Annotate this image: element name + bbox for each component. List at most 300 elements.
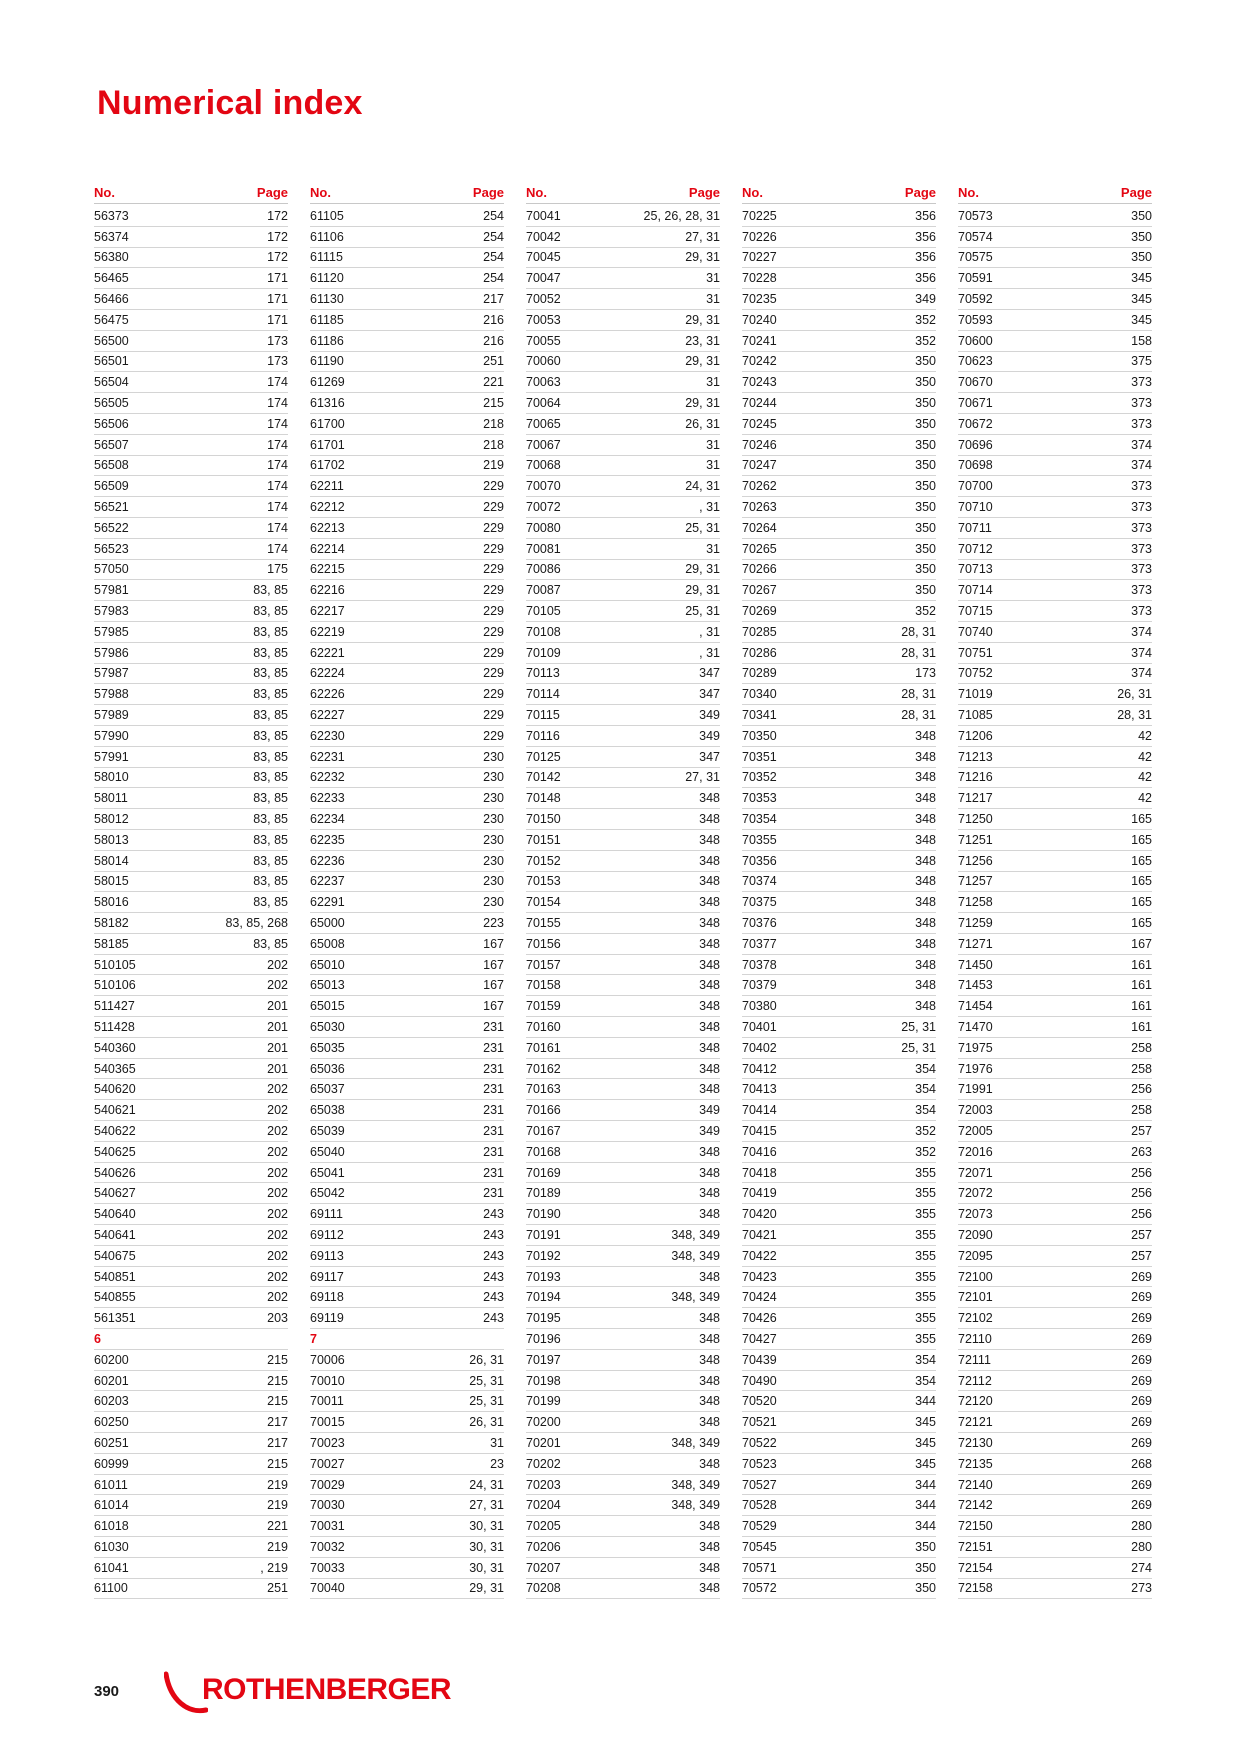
index-row <box>526 580 720 601</box>
item-number: 71251 <box>958 832 993 847</box>
page-ref: 83, 85 <box>253 936 288 951</box>
index-row <box>310 1558 504 1579</box>
item-number: 70262 <box>742 479 777 494</box>
item-number: 70070 <box>526 479 561 494</box>
page-ref: 345 <box>1131 271 1152 286</box>
item-number: 62230 <box>310 728 345 743</box>
index-row <box>94 934 288 955</box>
item-number: 71206 <box>958 728 993 743</box>
index-row <box>310 560 504 581</box>
item-number: 61100 <box>94 1581 128 1596</box>
index-row <box>526 518 720 539</box>
page-ref: 350 <box>915 520 936 535</box>
index-row <box>310 1059 504 1080</box>
item-number: 70670 <box>958 375 993 390</box>
page-ref: 174 <box>267 416 288 431</box>
index-row <box>94 456 288 477</box>
page-ref: 174 <box>267 437 288 452</box>
item-number: 70207 <box>526 1560 561 1575</box>
page-ref: 83, 85 <box>253 645 288 660</box>
page-ref: 30, 31 <box>469 1560 504 1575</box>
item-number: 71453 <box>958 978 993 993</box>
page-ref: 348 <box>915 853 936 868</box>
index-row <box>526 1350 720 1371</box>
index-row <box>310 1121 504 1142</box>
index-row <box>94 1121 288 1142</box>
page-ref: 256 <box>1131 1186 1152 1201</box>
index-row <box>94 726 288 747</box>
index-row <box>742 393 936 414</box>
index-row <box>310 518 504 539</box>
page-ref: 229 <box>483 624 504 639</box>
index-row <box>742 892 936 913</box>
item-number: 70227 <box>742 250 777 265</box>
page-ref: 352 <box>915 1144 936 1159</box>
column-header <box>94 182 288 204</box>
page-ref: 83, 85 <box>253 770 288 785</box>
page-ref: 29, 31 <box>685 396 720 411</box>
index-row <box>94 1495 288 1516</box>
page-ref: 355 <box>915 1207 936 1222</box>
page-ref: 348 <box>699 812 720 826</box>
item-number: 70160 <box>526 1019 561 1034</box>
item-number: 70027 <box>310 1456 345 1471</box>
page-ref: 229 <box>483 666 504 681</box>
item-number: 70600 <box>958 333 993 348</box>
page-title: Numerical index <box>97 84 363 122</box>
item-number: 70225 <box>742 208 777 223</box>
index-row <box>310 1454 504 1475</box>
page-ref: 350 <box>915 354 936 369</box>
index-row <box>958 1267 1152 1288</box>
page-ref: 28, 31 <box>901 708 936 723</box>
page-ref: 374 <box>1131 624 1152 639</box>
page-ref: 230 <box>483 832 504 847</box>
index-row <box>526 664 720 685</box>
index-row <box>742 1142 936 1163</box>
item-number: 62221 <box>310 645 345 660</box>
item-number: 540621 <box>94 1103 136 1118</box>
brand-name: ROTHENBERGER <box>202 1673 452 1706</box>
item-number: 56504 <box>94 375 129 390</box>
item-number: 70243 <box>742 375 777 390</box>
item-number: 71991 <box>958 1082 993 1097</box>
page-ref: 348 <box>915 999 936 1014</box>
item-number: 72112 <box>958 1373 992 1388</box>
page-ref: 348 <box>699 1040 720 1055</box>
index-row <box>742 310 936 331</box>
item-number: 70245 <box>742 416 777 431</box>
page-ref: 230 <box>483 895 504 910</box>
page-ref: 348 <box>915 770 936 785</box>
index-row <box>310 539 504 560</box>
item-number: 70023 <box>310 1435 345 1450</box>
page-ref: 229 <box>483 562 504 577</box>
item-number: 70700 <box>958 479 993 494</box>
item-number: 71256 <box>958 853 993 868</box>
page-ref: 373 <box>1131 479 1152 494</box>
page-ref: 202 <box>267 1144 288 1159</box>
index-row <box>958 393 1152 414</box>
page-ref: 202 <box>267 1165 288 1180</box>
index-row <box>310 1100 504 1121</box>
item-number: 70067 <box>526 437 561 452</box>
index-row <box>94 1371 288 1392</box>
item-number: 70162 <box>526 1061 561 1076</box>
page-ref: 356 <box>915 250 936 265</box>
page-ref: 348 <box>915 749 936 764</box>
page-ref: 257 <box>1131 1123 1152 1138</box>
item-number: 61316 <box>310 396 345 411</box>
page-ref: 231 <box>483 1144 504 1159</box>
item-number: 70157 <box>526 957 561 972</box>
index-row <box>958 1579 1152 1600</box>
index-row <box>958 747 1152 768</box>
index-row <box>958 1100 1152 1121</box>
page-ref: 373 <box>1131 541 1152 556</box>
index-row <box>94 435 288 456</box>
item-number: 62217 <box>310 604 345 619</box>
section-heading <box>310 1329 504 1350</box>
column-header <box>310 182 504 204</box>
item-number: 540675 <box>94 1248 136 1263</box>
item-number: 65035 <box>310 1040 345 1055</box>
item-number: 70030 <box>310 1498 345 1513</box>
index-row <box>94 622 288 643</box>
index-row <box>526 539 720 560</box>
item-number: 70190 <box>526 1207 561 1222</box>
item-number: 56465 <box>94 271 129 286</box>
index-row <box>958 1142 1152 1163</box>
item-number: 71975 <box>958 1040 993 1055</box>
page-ref: 269 <box>1131 1498 1152 1513</box>
page-ref: 83, 85 <box>253 583 288 598</box>
item-number: 70169 <box>526 1165 561 1180</box>
index-row <box>310 1038 504 1059</box>
page-ref: 269 <box>1131 1331 1152 1346</box>
index-row <box>94 851 288 872</box>
index-row <box>526 872 720 893</box>
item-number: 70201 <box>526 1435 561 1450</box>
index-row <box>958 1059 1152 1080</box>
page-ref: 345 <box>915 1435 936 1450</box>
page-ref: 350 <box>915 437 936 452</box>
index-row <box>742 1371 936 1392</box>
item-number: 56475 <box>94 312 129 327</box>
page-ref: 373 <box>1131 562 1152 577</box>
index-row <box>742 1579 936 1600</box>
item-number: 70356 <box>742 853 777 868</box>
index-row <box>526 1100 720 1121</box>
page-ref: 230 <box>483 853 504 868</box>
page-ref: 28, 31 <box>901 645 936 660</box>
item-number: 57050 <box>94 562 129 577</box>
page-ref: 174 <box>267 541 288 556</box>
item-number: 70593 <box>958 312 993 327</box>
index-row <box>94 1204 288 1225</box>
item-number: 70204 <box>526 1498 561 1513</box>
index-row <box>526 975 720 996</box>
item-number: 70267 <box>742 583 777 598</box>
page-ref: 348 <box>699 853 720 868</box>
page-ref: 254 <box>483 208 504 223</box>
index-row <box>958 1287 1152 1308</box>
page-ref: 165 <box>1131 853 1152 868</box>
page-ref: 356 <box>915 271 936 286</box>
item-number: 70063 <box>526 375 561 390</box>
page-ref: 348 <box>915 874 936 889</box>
item-number: 70285 <box>742 624 777 639</box>
header-page: Page <box>472 185 504 200</box>
item-number: 62211 <box>310 479 344 494</box>
item-number: 62227 <box>310 708 345 723</box>
page-ref: 354 <box>915 1082 936 1097</box>
page-ref: 229 <box>483 583 504 598</box>
page-ref: , 219 <box>260 1560 288 1575</box>
page-ref: 373 <box>1131 416 1152 431</box>
item-number: 72111 <box>958 1352 991 1367</box>
item-number: 58185 <box>94 936 129 951</box>
item-number: 70422 <box>742 1248 777 1263</box>
page-ref: 201 <box>267 999 288 1014</box>
page-ref: 230 <box>483 791 504 806</box>
item-number: 61702 <box>310 458 345 473</box>
index-row <box>94 1516 288 1537</box>
page-ref: 231 <box>483 1040 504 1055</box>
item-number: 70545 <box>742 1539 777 1554</box>
page-ref: 202 <box>267 1269 288 1284</box>
page-ref: 30, 31 <box>469 1519 504 1534</box>
index-row <box>742 830 936 851</box>
page-ref: 28, 31 <box>1117 708 1152 723</box>
index-row <box>958 975 1152 996</box>
page-number: 390 <box>94 1683 120 1700</box>
item-number: 70241 <box>742 333 777 348</box>
header-page: Page <box>256 185 288 200</box>
index-row <box>742 435 936 456</box>
item-number: 7 <box>310 1331 317 1346</box>
index-row <box>526 1079 720 1100</box>
item-number: 57988 <box>94 687 129 702</box>
page-ref: 349 <box>915 292 936 307</box>
item-number: 56522 <box>94 520 129 535</box>
index-row <box>94 580 288 601</box>
page-ref: 83, 85 <box>253 791 288 806</box>
item-number: 57985 <box>94 624 129 639</box>
page-ref: 348, 349 <box>671 1290 720 1305</box>
index-row <box>310 664 504 685</box>
index-row <box>742 560 936 581</box>
item-number: 72072 <box>958 1186 993 1201</box>
item-number: 62213 <box>310 520 345 535</box>
page-ref: 269 <box>1131 1373 1152 1388</box>
index-row <box>94 1038 288 1059</box>
item-number: 70265 <box>742 541 777 556</box>
item-number: 70167 <box>526 1123 561 1138</box>
index-row <box>742 1391 936 1412</box>
page-ref: 269 <box>1131 1477 1152 1492</box>
index-row <box>958 892 1152 913</box>
item-number: 58182 <box>94 915 129 930</box>
item-number: 70189 <box>526 1186 561 1201</box>
page-ref: 171 <box>267 292 288 307</box>
item-number: 70427 <box>742 1331 777 1346</box>
item-number: 70206 <box>526 1539 561 1554</box>
item-number: 56380 <box>94 250 129 265</box>
item-number: 57991 <box>94 749 129 764</box>
item-number: 62219 <box>310 624 345 639</box>
page-ref: 174 <box>267 500 288 515</box>
item-number: 540627 <box>94 1186 136 1201</box>
item-number: 58014 <box>94 853 129 868</box>
page-ref: 202 <box>267 1248 288 1263</box>
page-ref: 83, 85 <box>253 874 288 889</box>
index-row <box>94 913 288 934</box>
item-number: 70199 <box>526 1394 561 1409</box>
item-number: 70671 <box>958 396 993 411</box>
page-ref: 28, 31 <box>901 687 936 702</box>
page-ref: 231 <box>483 1061 504 1076</box>
index-row <box>94 1017 288 1038</box>
index-row <box>310 248 504 269</box>
item-number: 70053 <box>526 312 561 327</box>
index-row <box>958 435 1152 456</box>
index-row <box>310 1537 504 1558</box>
index-row <box>94 560 288 581</box>
index-row <box>94 310 288 331</box>
index-row <box>310 1163 504 1184</box>
item-number: 70289 <box>742 666 777 681</box>
item-number: 62215 <box>310 562 345 577</box>
page-ref: 26, 31 <box>469 1352 504 1367</box>
index-row <box>742 1433 936 1454</box>
page-ref: 201 <box>267 1061 288 1076</box>
page-ref: 348 <box>699 978 720 993</box>
index-row <box>310 1433 504 1454</box>
page-ref: 348 <box>699 1352 720 1367</box>
index-row <box>742 268 936 289</box>
item-number: 70623 <box>958 354 993 369</box>
item-number: 56501 <box>94 354 129 369</box>
item-number: 62212 <box>310 500 345 515</box>
index-row <box>958 1371 1152 1392</box>
item-number: 70416 <box>742 1144 777 1159</box>
page-ref: 256 <box>1131 1082 1152 1097</box>
page-ref: 374 <box>1131 458 1152 473</box>
item-number: 540626 <box>94 1165 136 1180</box>
page-ref: 348 <box>699 874 720 889</box>
page-ref: 24, 31 <box>469 1477 504 1492</box>
page-ref: 349 <box>699 728 720 743</box>
index-row <box>742 1163 936 1184</box>
page-ref: 348 <box>699 1373 720 1388</box>
item-number: 70414 <box>742 1103 777 1118</box>
index-row <box>958 372 1152 393</box>
index-row <box>94 747 288 768</box>
index-row <box>94 352 288 373</box>
page-ref: 167 <box>483 999 504 1014</box>
item-number: 70522 <box>742 1435 777 1450</box>
item-number: 510105 <box>94 957 136 972</box>
index-row <box>958 684 1152 705</box>
index-row <box>742 1079 936 1100</box>
page-ref: 355 <box>915 1269 936 1284</box>
index-row <box>526 1163 720 1184</box>
page-ref: 167 <box>1131 936 1152 951</box>
index-row <box>958 476 1152 497</box>
item-number: 72016 <box>958 1144 993 1159</box>
item-number: 56505 <box>94 396 129 411</box>
header-page: Page <box>1120 185 1152 200</box>
item-number: 70192 <box>526 1248 561 1263</box>
index-row <box>526 830 720 851</box>
page-ref: 257 <box>1131 1248 1152 1263</box>
page-ref: 202 <box>267 1123 288 1138</box>
page-ref: 83, 85 <box>253 666 288 681</box>
page-ref: 350 <box>915 1560 936 1575</box>
index-row <box>958 1204 1152 1225</box>
index-row <box>742 414 936 435</box>
page-ref: 243 <box>483 1290 504 1305</box>
item-number: 70714 <box>958 583 993 598</box>
index-row <box>310 934 504 955</box>
index-row <box>526 206 720 227</box>
page-ref: 258 <box>1131 1040 1152 1055</box>
index-row <box>526 622 720 643</box>
item-number: 540851 <box>94 1269 136 1284</box>
item-number: 72073 <box>958 1207 993 1222</box>
index-row <box>94 206 288 227</box>
page-ref: 161 <box>1131 1019 1152 1034</box>
page-ref: 25, 31 <box>685 604 720 619</box>
index-row <box>526 227 720 248</box>
item-number: 61115 <box>310 250 343 265</box>
item-number: 65041 <box>310 1165 345 1180</box>
index-row <box>310 1287 504 1308</box>
header-page: Page <box>688 185 720 200</box>
index-row <box>526 1558 720 1579</box>
brand-logo <box>164 1670 464 1716</box>
index-row <box>742 372 936 393</box>
item-number: 56508 <box>94 458 129 473</box>
page-ref: 355 <box>915 1227 936 1242</box>
item-number: 71217 <box>958 791 993 806</box>
index-row <box>94 289 288 310</box>
index-row <box>310 476 504 497</box>
page-ref: 202 <box>267 1207 288 1222</box>
page-ref: 350 <box>915 375 936 390</box>
index-row <box>958 851 1152 872</box>
page-ref: 355 <box>915 1165 936 1180</box>
page-ref: 27, 31 <box>685 229 720 244</box>
item-number: 70068 <box>526 458 561 473</box>
page-ref: 25, 31 <box>901 1019 936 1034</box>
item-number: 70286 <box>742 645 777 660</box>
page-ref: 27, 31 <box>685 770 720 785</box>
item-number: 70125 <box>526 749 561 764</box>
page-ref: 355 <box>915 1290 936 1305</box>
index-row <box>742 1100 936 1121</box>
index-row <box>958 1308 1152 1329</box>
index-row <box>526 955 720 976</box>
item-number: 62231 <box>310 749 345 764</box>
item-number: 65000 <box>310 915 345 930</box>
page-ref: 161 <box>1131 978 1152 993</box>
index-row <box>94 1100 288 1121</box>
item-number: 62291 <box>310 895 345 910</box>
index-row <box>310 788 504 809</box>
index-row <box>526 1183 720 1204</box>
